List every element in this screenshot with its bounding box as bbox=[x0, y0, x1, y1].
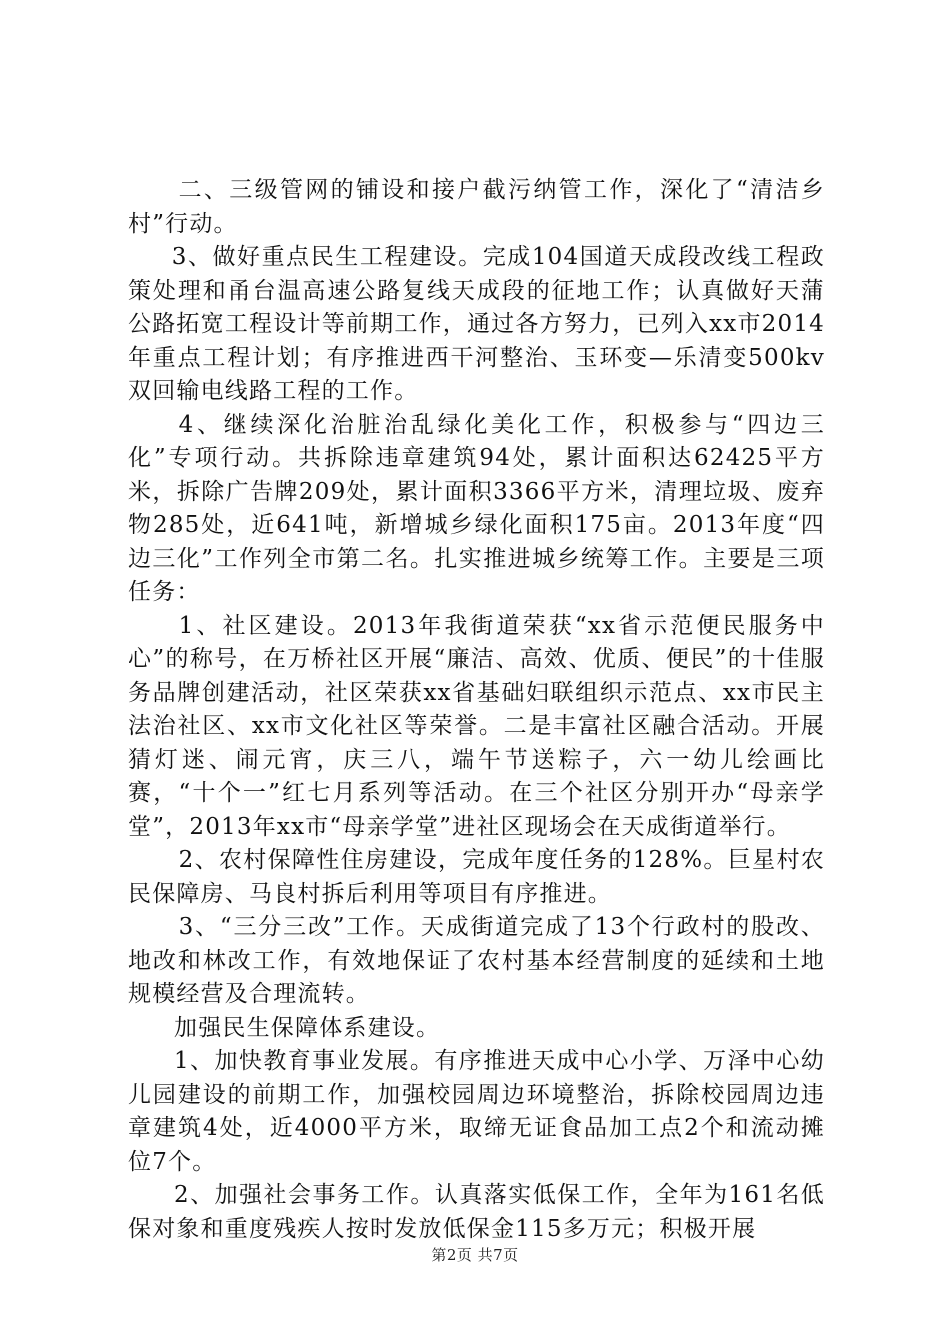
paragraph: 2、农村保障性住房建设，完成年度任务的128%。巨星村农民保障房、马良村拆后利用等项目有序推进。 bbox=[128, 847, 825, 907]
paragraph: 二、三级管网的铺设和接户截污纳管工作，深化了“清洁乡村”行动。 bbox=[128, 177, 825, 237]
paragraph: 3、“三分三改”工作。天成街道完成了13个行政村的股改、地改和林改工作，有效地保证了农村基本经营制度的延续和土地规模经营及合理流转。 bbox=[128, 914, 825, 1007]
paragraph: 3、做好重点民生工程建设。完成104国道天成段改线工程政策处理和甬台温高速公路复线天成段的征地工作；认真做好天蒲公路拓宽工程设计等前期工作，通过各方努力，已列入xx市2014年重点工程计划；有序推进西干河整治、玉环变—乐清变500kv双回输电线路工程的工作。 bbox=[128, 244, 825, 404]
paragraph: 1、加快教育事业发展。有序推进天成中心小学、万泽中心幼儿园建设的前期工作，加强校园周边环境整治，拆除校园周边违章建筑4处，近4000平方米，取缔无证食品加工点2个和流动摊位7个。 bbox=[128, 1048, 825, 1175]
paragraph: 2、加强社会事务工作。认真落实低保工作，全年为161名低保对象和重度残疾人按时发放低保金115多万元；积极开展 bbox=[128, 1182, 825, 1242]
page-footer: 第2页 共7页 bbox=[431, 1246, 519, 1264]
paragraph: 4、继续深化治脏治乱绿化美化工作，积极参与“四边三化”专项行动。共拆除违章建筑94处，累计面积达62425平方米，拆除广告牌209处，累计面积3366平方米，清理垃圾、废弃物285处，近641吨，新增城乡绿化面积175亩。2013年度“四边三化”工作列全市第二名。扎实推进城乡统筹工作。主要是三项任务： bbox=[128, 411, 825, 605]
paragraph: 加强民生保障体系建设。 bbox=[174, 1014, 441, 1041]
paragraph: 1、社区建设。2013年我街道荣获“xx省示范便民服务中心”的称号，在万桥社区开展“廉洁、高效、优质、便民”的十佳服务品牌创建活动，社区荣获xx省基础妇联组织示范点、xx市民主法治社区、xx市文化社区等荣誉。二是丰富社区融合活动。开展猜灯迷、闹元宵，庆三八，端午节送粽子，六一幼儿绘画比赛，“十个一”红七月系列等活动。在三个社区分别开办“母亲学堂”，2013年xx市“母亲学堂”进社区现场会在天成街道举行。 bbox=[128, 612, 825, 840]
document-body bbox=[128, 174, 825, 1246]
